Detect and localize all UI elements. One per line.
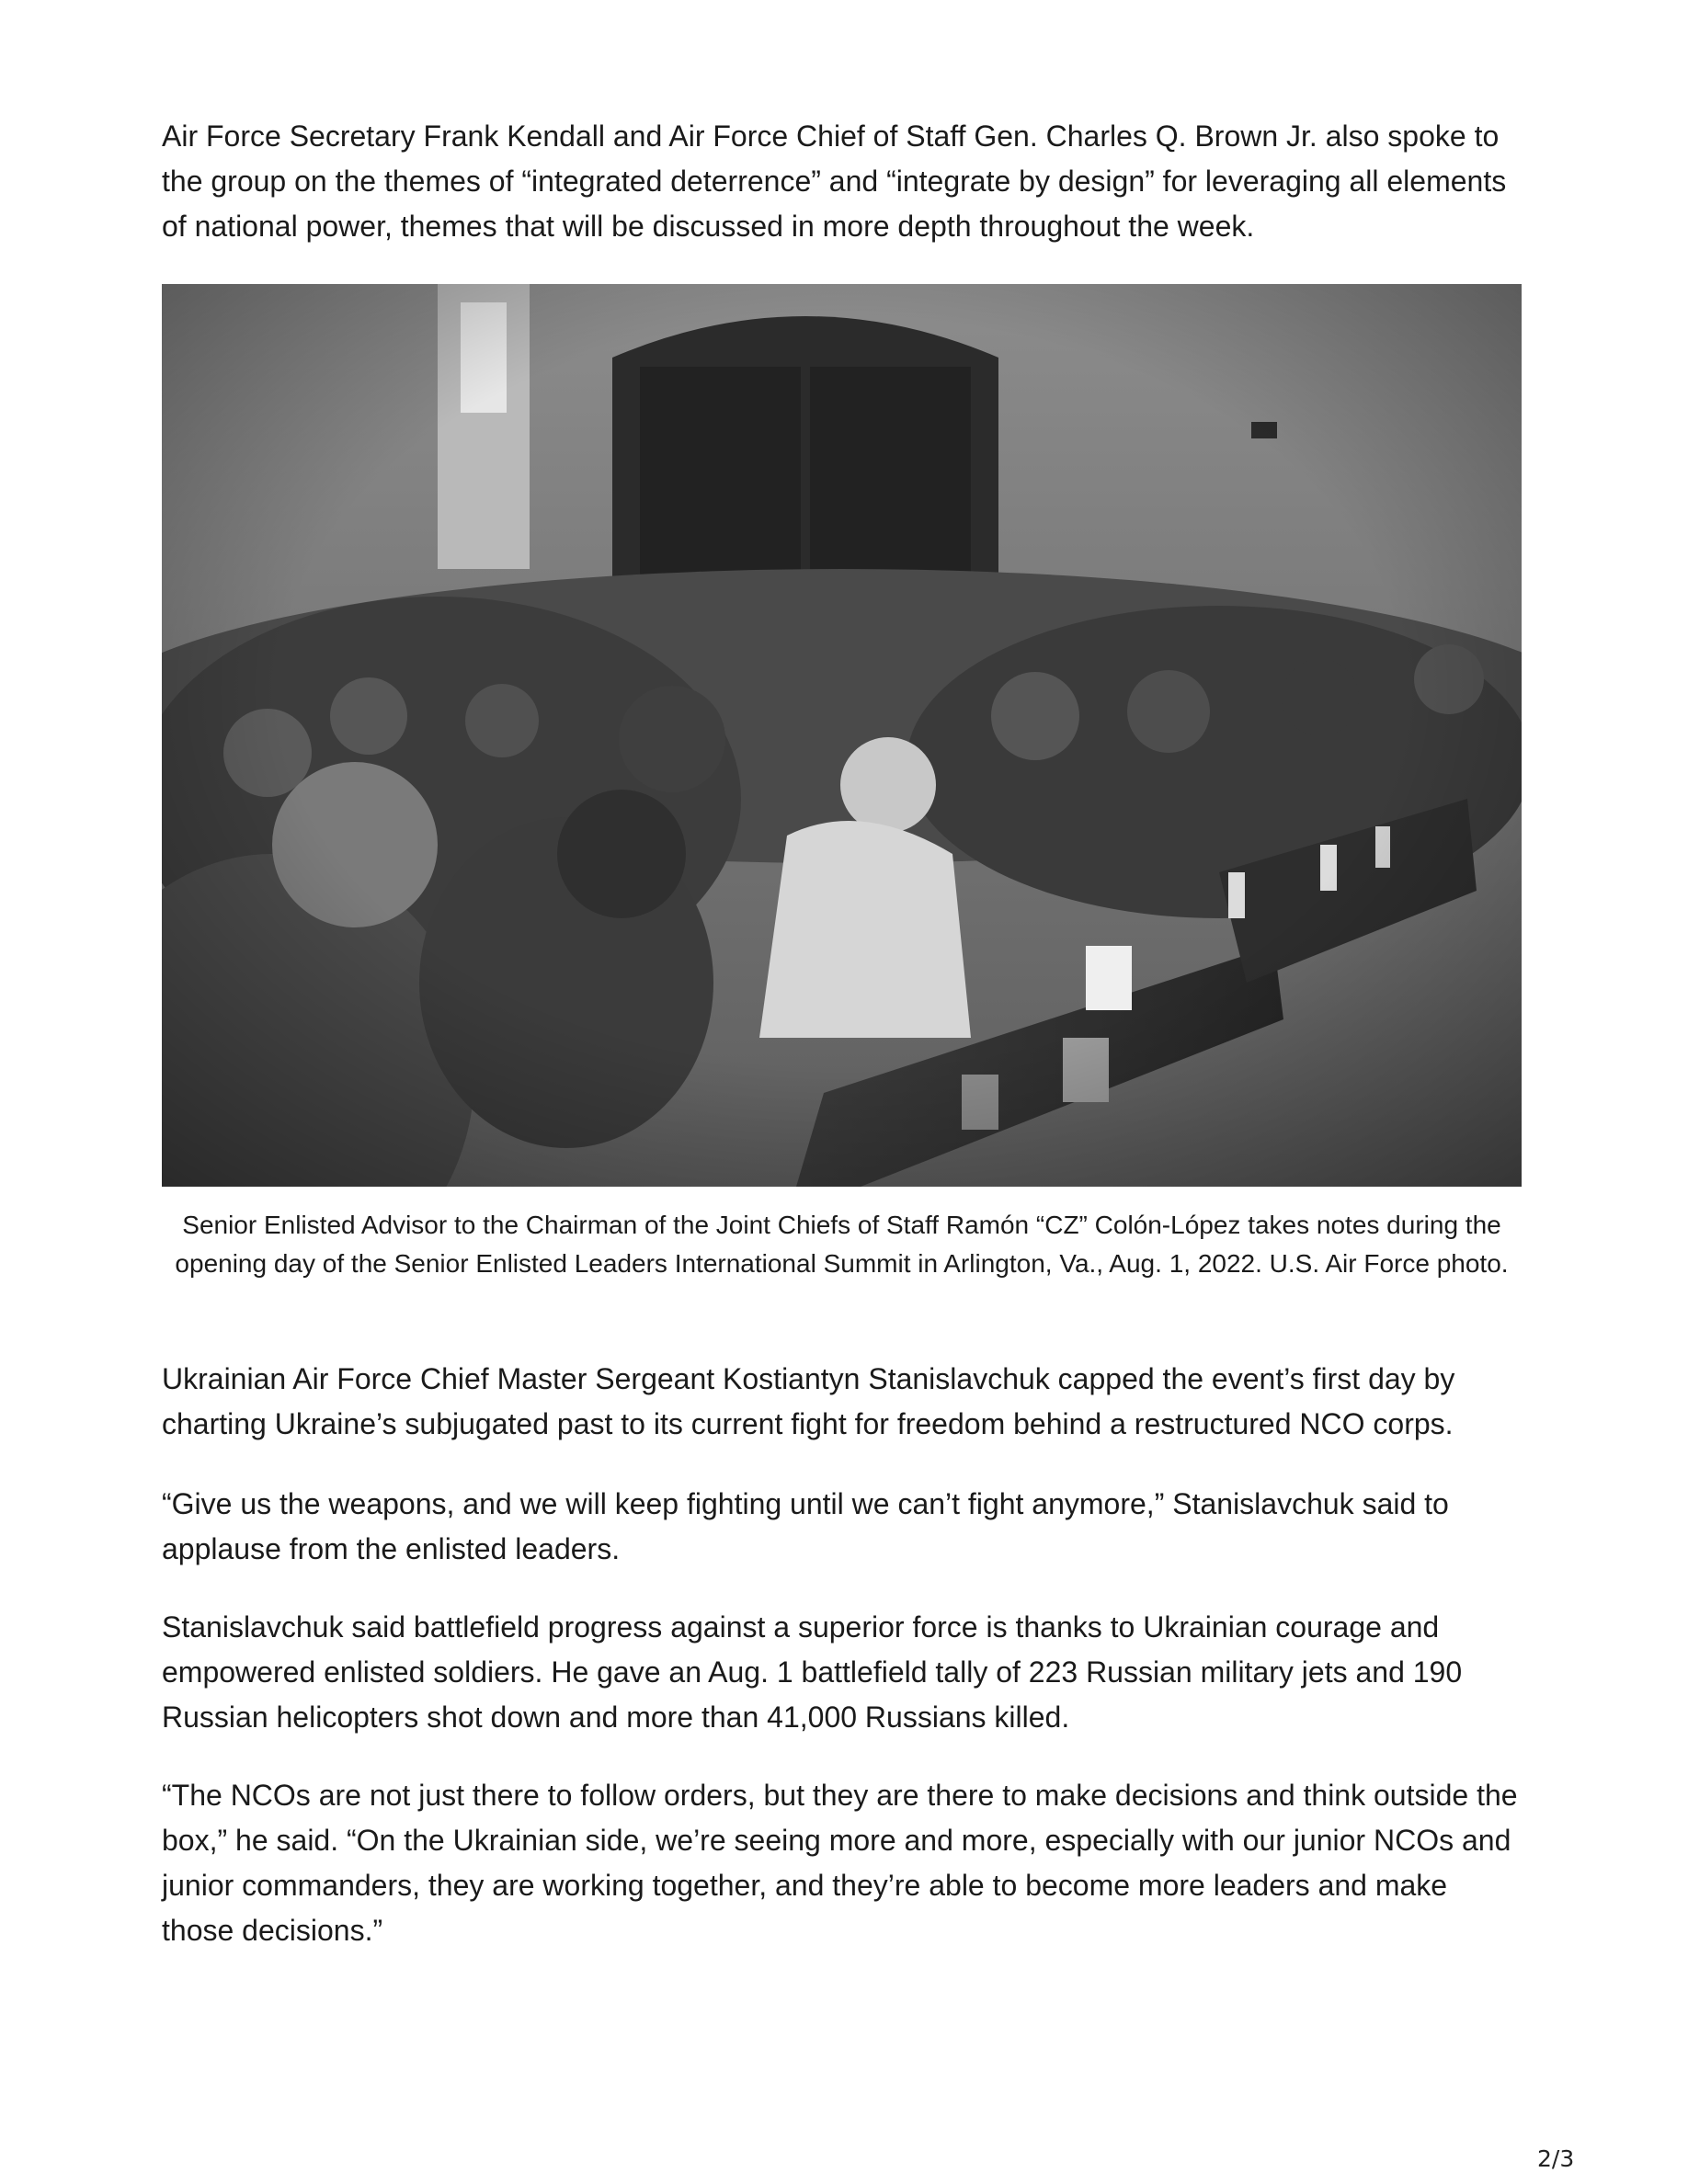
- photo-caption: Senior Enlisted Advisor to the Chairman of the Joint Chiefs of Staff Ramón “CZ” Colón-López takes notes during the opening day of the Senior Enlisted Leaders International Summit in Arlington, Va., Aug. 1, 2022. U.S. Air Force photo.: [175, 1211, 1509, 1278]
- page-number: 2/3: [1537, 2145, 1575, 2172]
- article-paragraph: Stanislavchuk said battlefield progress against a superior force is thanks to Ukrainian courage and empowered enlisted soldiers. He gave an Aug. 1 battlefield tally of 223 Russian military jets and 190 Russian helicopters shot down and more than 41,000 Russians killed.: [162, 1610, 1463, 1734]
- article-paragraph: “The NCOs are not just there to follow orders, but they are there to make decisions and think outside the box,” he said. “On the Ukrainian side, we’re seeing more and more, especially with our junior NCOs and junior commanders, they are working together, and they’re able to become more leaders and make those decisions.”: [162, 1779, 1518, 1947]
- article-paragraph: “Give us the weapons, and we will keep fighting until we can’t fight anymore,” Stanislavchuk said to applause from the enlisted leaders.: [162, 1487, 1449, 1565]
- article-paragraph: Air Force Secretary Frank Kendall and Air Force Chief of Staff Gen. Charles Q. Brown Jr. also spoke to the group on the themes of “integrated deterrence” and “integrate by design” for leveraging all elements of national power, themes that will be discussed in more depth throughout the week.: [162, 119, 1507, 243]
- article-paragraph: Ukrainian Air Force Chief Master Sergeant Kostiantyn Stanislavchuk capped the event’s first day by charting Ukraine’s subjugated past to its current fight for freedom behind a restructured NCO corps.: [162, 1362, 1455, 1440]
- article-photo: [162, 284, 1522, 1187]
